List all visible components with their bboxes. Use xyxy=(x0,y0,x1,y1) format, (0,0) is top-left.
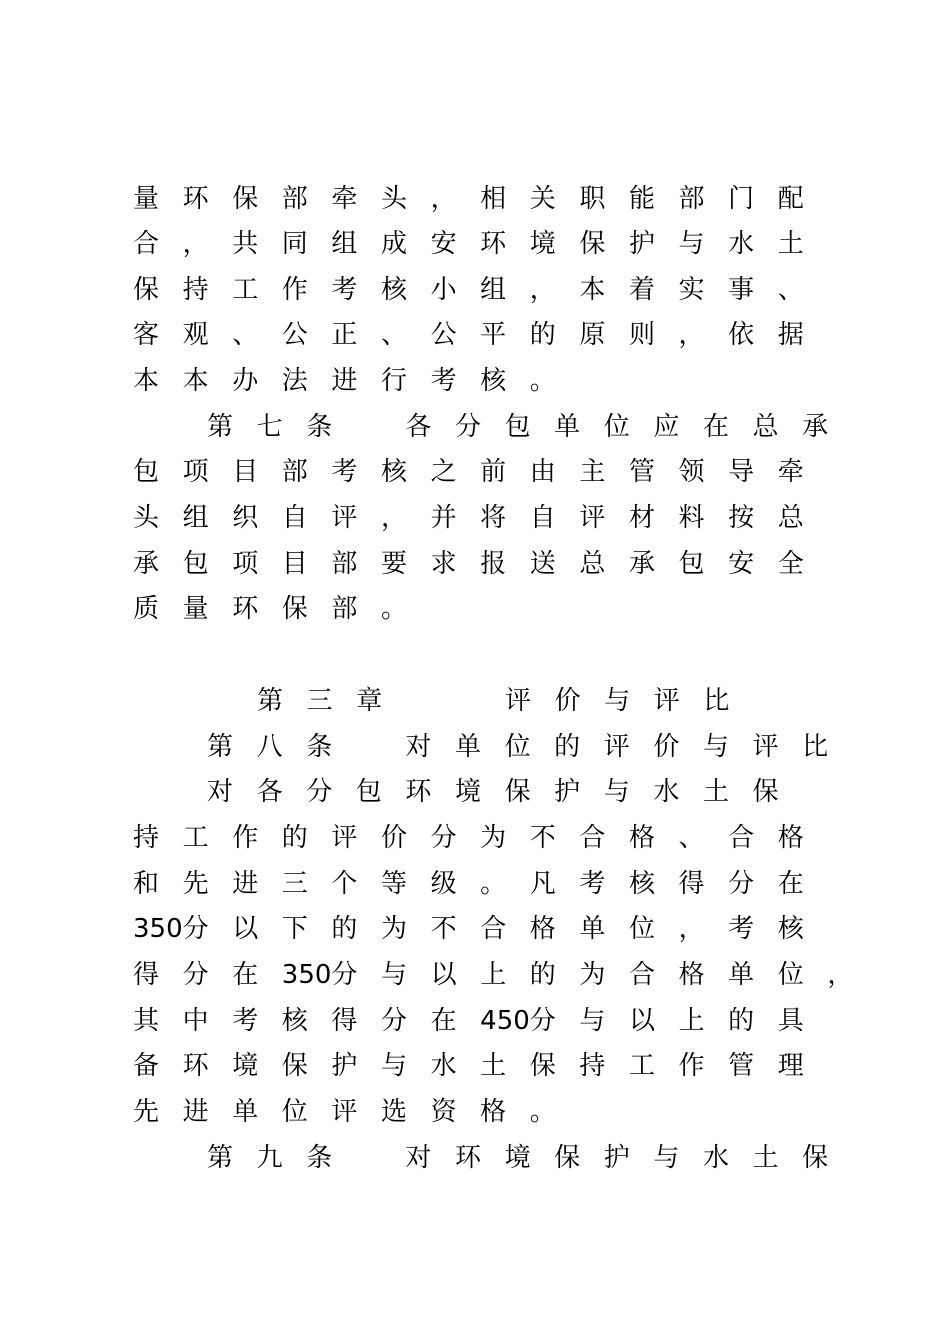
char-cell: 与 xyxy=(604,686,631,716)
text-line-4 xyxy=(133,312,827,358)
char-cell: 在 xyxy=(777,869,804,899)
char-cell: 总 xyxy=(752,412,779,442)
char-cell: 送 xyxy=(529,549,556,579)
char-cell: 能 xyxy=(628,184,655,214)
char-cell: 保 xyxy=(554,1143,581,1173)
char-cell: 求 xyxy=(430,549,457,579)
char-cell: 与 xyxy=(380,1051,407,1081)
char-cell: 在 xyxy=(232,960,259,990)
char-cell: 包 xyxy=(355,777,382,807)
char-cell: 保 xyxy=(752,777,779,807)
article-8-heading-line xyxy=(207,724,852,770)
char-cell: 保 xyxy=(281,594,308,624)
char-cell: 包 xyxy=(182,549,209,579)
char-cell: 进 xyxy=(331,366,358,396)
char-cell: 保 xyxy=(802,1143,829,1173)
char-cell xyxy=(356,724,406,770)
char-cell: 先 xyxy=(133,1097,160,1127)
char-cell: 。 xyxy=(529,1097,556,1127)
char-cell: 护 xyxy=(554,777,581,807)
char-cell: 土 xyxy=(702,777,729,807)
char-cell: 包 xyxy=(504,412,531,442)
char-cell: 前 xyxy=(480,457,507,487)
char-cell: 据 xyxy=(777,320,804,350)
char-cell: 条 xyxy=(306,1143,333,1173)
text-line-8 xyxy=(133,495,827,541)
char-cell: 牵 xyxy=(777,457,804,487)
char-cell: ， xyxy=(678,914,705,944)
char-cell: 考 xyxy=(430,366,457,396)
char-cell: 目 xyxy=(232,457,259,487)
char-cell: 法 xyxy=(281,366,308,396)
char-cell: 承 xyxy=(628,549,655,579)
char-cell: 三 xyxy=(306,686,333,716)
char-cell: 包 xyxy=(678,549,705,579)
text-line-10 xyxy=(133,586,431,632)
char-cell: 对 xyxy=(405,1143,432,1173)
char-cell: 环 xyxy=(454,1143,481,1173)
article-7-heading-line xyxy=(207,404,852,450)
char-cell: 水 xyxy=(702,1143,729,1173)
char-cell: 承 xyxy=(133,549,160,579)
char-cell: 条 xyxy=(306,412,333,442)
char-cell: 织 xyxy=(232,503,259,533)
char-cell: 格 xyxy=(480,1097,507,1127)
char-cell: 将 xyxy=(480,503,507,533)
char-cell: 评 xyxy=(603,732,630,762)
char-cell: 境 xyxy=(529,229,556,259)
char-cell: 环 xyxy=(232,594,259,624)
char-cell: 导 xyxy=(728,457,755,487)
char-cell: 其 xyxy=(133,1006,160,1036)
char-cell: 工 xyxy=(628,1051,655,1081)
char-cell: 的 xyxy=(529,960,556,990)
char-cell: ， xyxy=(380,503,407,533)
char-cell: 环 xyxy=(480,229,507,259)
char-cell: 组 xyxy=(331,229,358,259)
char-cell: ， xyxy=(430,184,457,214)
char-cell: 关 xyxy=(529,184,556,214)
char-cell: 作 xyxy=(281,275,308,305)
char-cell: 和 xyxy=(133,869,160,899)
char-cell: 格 xyxy=(777,823,804,853)
char-cell: 分 xyxy=(380,1006,407,1036)
char-cell: 分 xyxy=(182,914,209,944)
char-cell: 位 xyxy=(504,732,531,762)
char-cell: 与 xyxy=(653,1143,680,1173)
char-cell: 保 xyxy=(529,1051,556,1081)
char-cell: 观 xyxy=(182,320,209,350)
char-cell: ， xyxy=(678,320,705,350)
char-cell: 考 xyxy=(232,1006,259,1036)
char-cell: 单 xyxy=(554,412,581,442)
char-cell: 评 xyxy=(331,1097,358,1127)
char-cell: 分 xyxy=(529,1006,556,1036)
char-cell: 下 xyxy=(281,914,308,944)
char-cell: 总 xyxy=(579,549,606,579)
char-cell: 章 xyxy=(356,686,383,716)
char-cell: 、 xyxy=(232,320,259,350)
char-cell: 行 xyxy=(380,366,407,396)
char-cell: 比 xyxy=(703,686,730,716)
char-cell: 事 xyxy=(728,275,755,305)
char-cell: 保 xyxy=(232,184,259,214)
char-cell: 组 xyxy=(182,503,209,533)
char-cell: 进 xyxy=(182,1097,209,1127)
char-cell: 位 xyxy=(281,1097,308,1127)
char-cell: 分 xyxy=(430,823,457,853)
char-cell: 总 xyxy=(777,503,804,533)
char-cell: 位 xyxy=(777,960,804,990)
char-cell: 护 xyxy=(603,1143,630,1173)
char-cell: 成 xyxy=(380,229,407,259)
char-cell: 合 xyxy=(728,823,755,853)
char-cell: 先 xyxy=(182,869,209,899)
char-cell: 级 xyxy=(430,869,457,899)
char-cell: 格 xyxy=(529,914,556,944)
char-cell xyxy=(406,678,456,724)
char-cell: 。 xyxy=(480,869,507,899)
char-cell: 为 xyxy=(480,823,507,853)
char-cell: 土 xyxy=(480,1051,507,1081)
char-cell: 格 xyxy=(678,960,705,990)
char-cell: 上 xyxy=(678,1006,705,1036)
char-cell: 的 xyxy=(728,1006,755,1036)
char-cell: 保 xyxy=(504,777,531,807)
char-cell: 评 xyxy=(331,823,358,853)
char-cell: 分 xyxy=(728,869,755,899)
char-cell: 条 xyxy=(306,732,333,762)
char-cell: 核 xyxy=(480,366,507,396)
char-cell: 料 xyxy=(678,503,705,533)
char-cell: 头 xyxy=(133,503,160,533)
char-cell: 环 xyxy=(182,1051,209,1081)
char-cell: 合 xyxy=(628,960,655,990)
char-cell: 。 xyxy=(380,594,407,624)
char-cell: 评 xyxy=(504,686,531,716)
char-cell: 考 xyxy=(331,457,358,487)
char-cell: 正 xyxy=(331,320,358,350)
char-cell: 中 xyxy=(182,1006,209,1036)
article-9-heading-line xyxy=(207,1135,852,1181)
char-cell: 实 xyxy=(678,275,705,305)
char-cell: 为 xyxy=(381,914,408,944)
number-text: 350 xyxy=(281,960,332,990)
char-cell: 管 xyxy=(628,457,655,487)
char-cell: 境 xyxy=(504,1143,531,1173)
char-cell: 的 xyxy=(281,823,308,853)
char-cell: 境 xyxy=(232,1051,259,1081)
char-cell: 门 xyxy=(728,184,755,214)
char-cell: 核 xyxy=(281,1006,308,1036)
text-line-14 xyxy=(133,815,827,861)
char-cell: 要 xyxy=(380,549,407,579)
char-cell: 质 xyxy=(133,594,160,624)
char-cell: 单 xyxy=(454,732,481,762)
char-cell: 之 xyxy=(430,457,457,487)
char-cell: 备 xyxy=(133,1051,160,1081)
char-cell: 得 xyxy=(133,960,160,990)
char-cell: 对 xyxy=(405,732,432,762)
char-cell: 材 xyxy=(628,503,655,533)
char-cell: 进 xyxy=(232,869,259,899)
char-cell xyxy=(455,678,505,724)
char-cell: 以 xyxy=(430,960,457,990)
char-cell: 七 xyxy=(256,412,283,442)
char-cell: 得 xyxy=(331,1006,358,1036)
char-cell: 以 xyxy=(232,914,259,944)
char-cell: 考 xyxy=(728,914,755,944)
char-cell: 位 xyxy=(628,914,655,944)
char-cell: 与 xyxy=(579,1006,606,1036)
char-cell: 不 xyxy=(430,914,457,944)
char-cell: 合 xyxy=(133,229,160,259)
char-cell: 各 xyxy=(256,777,283,807)
char-cell: 依 xyxy=(728,320,755,350)
char-cell: 共 xyxy=(232,229,259,259)
char-cell: 三 xyxy=(281,869,308,899)
text-line-15 xyxy=(133,861,827,907)
char-cell: 部 xyxy=(281,457,308,487)
text-line-9 xyxy=(133,541,827,587)
char-cell: 以 xyxy=(628,1006,655,1036)
char-cell: 部 xyxy=(331,549,358,579)
text-line-18 xyxy=(133,998,827,1044)
char-cell: 组 xyxy=(480,275,507,305)
char-cell: 核 xyxy=(628,869,655,899)
number-text: 450 xyxy=(480,1006,530,1036)
char-cell: 持 xyxy=(182,275,209,305)
char-cell: 着 xyxy=(628,275,655,305)
char-cell: 第 xyxy=(257,686,284,716)
char-cell: 得 xyxy=(678,869,705,899)
char-cell: 九 xyxy=(256,1143,283,1173)
char-cell: 第 xyxy=(207,732,234,762)
char-cell: 与 xyxy=(702,732,729,762)
number-text: 350 xyxy=(133,914,183,944)
char-cell: 理 xyxy=(777,1051,804,1081)
char-cell: 分 xyxy=(454,412,481,442)
char-cell: 主 xyxy=(579,457,606,487)
char-cell: 评 xyxy=(331,503,358,533)
char-cell: 领 xyxy=(678,457,705,487)
char-cell: 目 xyxy=(281,549,308,579)
char-cell: 客 xyxy=(133,320,160,350)
char-cell: 配 xyxy=(777,184,804,214)
char-cell: ， xyxy=(827,960,854,990)
char-cell: 各 xyxy=(405,412,432,442)
char-cell: 则 xyxy=(628,320,655,350)
char-cell: 对 xyxy=(207,777,234,807)
char-cell: 位 xyxy=(603,412,630,442)
char-cell: 土 xyxy=(777,229,804,259)
char-cell: 个 xyxy=(331,869,358,899)
char-cell: ， xyxy=(182,229,209,259)
char-cell: 等 xyxy=(380,869,407,899)
char-cell: 持 xyxy=(133,823,160,853)
char-cell: 评 xyxy=(653,686,680,716)
char-cell: 。 xyxy=(529,366,556,396)
char-cell: 、 xyxy=(678,823,705,853)
char-cell: 原 xyxy=(579,320,606,350)
text-line-17 xyxy=(133,952,877,998)
char-cell: 价 xyxy=(380,823,407,853)
char-cell xyxy=(356,404,406,450)
char-cell: 承 xyxy=(802,412,829,442)
char-cell: 按 xyxy=(728,503,755,533)
char-cell: 环 xyxy=(182,184,209,214)
char-cell: 评 xyxy=(579,503,606,533)
char-cell: 作 xyxy=(232,823,259,853)
char-cell: 部 xyxy=(678,184,705,214)
char-cell xyxy=(356,1135,406,1181)
char-cell: 管 xyxy=(728,1051,755,1081)
char-cell: 包 xyxy=(133,457,160,487)
char-cell: 、 xyxy=(777,275,804,305)
char-cell: 小 xyxy=(430,275,457,305)
char-cell: 保 xyxy=(281,1051,308,1081)
char-cell: 单 xyxy=(232,1097,259,1127)
char-cell: 不 xyxy=(529,823,556,853)
text-line-2 xyxy=(133,221,827,267)
char-cell: 合 xyxy=(480,914,507,944)
char-cell: 单 xyxy=(728,960,755,990)
char-cell: 应 xyxy=(653,412,680,442)
char-cell: 在 xyxy=(430,1006,457,1036)
char-cell: 头 xyxy=(380,184,407,214)
char-cell: 评 xyxy=(752,732,779,762)
text-line-3 xyxy=(133,267,827,313)
char-cell: 保 xyxy=(133,275,160,305)
text-line-7 xyxy=(133,449,827,495)
char-cell: 持 xyxy=(579,1051,606,1081)
char-cell: 水 xyxy=(653,777,680,807)
char-cell: 核 xyxy=(380,457,407,487)
char-cell: 作 xyxy=(678,1051,705,1081)
char-cell: 报 xyxy=(480,549,507,579)
text-line-19 xyxy=(133,1043,827,1089)
char-cell: 部 xyxy=(331,594,358,624)
char-cell: 量 xyxy=(133,184,160,214)
text-line-20 xyxy=(133,1089,579,1135)
char-cell: 本 xyxy=(579,275,606,305)
char-cell: 与 xyxy=(603,777,630,807)
char-cell: 本 xyxy=(182,366,209,396)
char-cell: 单 xyxy=(579,914,606,944)
char-cell: 安 xyxy=(430,229,457,259)
char-cell: 牵 xyxy=(331,184,358,214)
char-cell: 为 xyxy=(579,960,606,990)
char-cell: 合 xyxy=(579,823,606,853)
char-cell: 资 xyxy=(430,1097,457,1127)
char-cell: 量 xyxy=(182,594,209,624)
char-cell: 价 xyxy=(554,686,581,716)
char-cell: 与 xyxy=(678,229,705,259)
text-line-13 xyxy=(207,769,802,815)
char-cell: 同 xyxy=(281,229,308,259)
char-cell: 格 xyxy=(628,823,655,853)
char-cell: 选 xyxy=(380,1097,407,1127)
char-cell: 第 xyxy=(207,1143,234,1173)
char-cell: 上 xyxy=(480,960,507,990)
char-cell: 自 xyxy=(529,503,556,533)
char-cell: 项 xyxy=(232,549,259,579)
char-cell: 比 xyxy=(802,732,829,762)
char-cell: 与 xyxy=(381,960,408,990)
char-cell: 护 xyxy=(628,229,655,259)
char-cell: 项 xyxy=(182,457,209,487)
char-cell: ， xyxy=(529,275,556,305)
char-cell: 分 xyxy=(306,777,333,807)
char-cell: 核 xyxy=(777,914,804,944)
text-line-1 xyxy=(133,176,827,222)
char-cell: 核 xyxy=(380,275,407,305)
char-cell: 环 xyxy=(405,777,432,807)
char-cell: 自 xyxy=(281,503,308,533)
text-line-16 xyxy=(133,906,827,952)
char-cell: 具 xyxy=(777,1006,804,1036)
char-cell: 凡 xyxy=(529,869,556,899)
char-cell: 保 xyxy=(579,229,606,259)
char-cell: 职 xyxy=(579,184,606,214)
char-cell: 公 xyxy=(430,320,457,350)
char-cell: 的 xyxy=(554,732,581,762)
char-cell: 并 xyxy=(430,503,457,533)
char-cell: 安 xyxy=(728,549,755,579)
char-cell: 价 xyxy=(653,732,680,762)
char-cell: 分 xyxy=(182,960,209,990)
char-cell: 护 xyxy=(331,1051,358,1081)
char-cell: 的 xyxy=(331,914,358,944)
char-cell: 考 xyxy=(579,869,606,899)
char-cell: 在 xyxy=(702,412,729,442)
char-cell: 境 xyxy=(454,777,481,807)
text-line-5 xyxy=(133,358,579,404)
char-cell: 土 xyxy=(752,1143,779,1173)
char-cell: 第 xyxy=(207,412,234,442)
char-cell: 分 xyxy=(331,960,358,990)
char-cell: 由 xyxy=(529,457,556,487)
char-cell: 全 xyxy=(777,549,804,579)
char-cell: 的 xyxy=(529,320,556,350)
char-cell: 水 xyxy=(430,1051,457,1081)
chapter-3-title xyxy=(257,678,753,724)
char-cell: 水 xyxy=(728,229,755,259)
char-cell: 工 xyxy=(232,275,259,305)
char-cell: 考 xyxy=(331,275,358,305)
char-cell: 本 xyxy=(133,366,160,396)
char-cell: 办 xyxy=(232,366,259,396)
char-cell: 八 xyxy=(256,732,283,762)
char-cell: 部 xyxy=(281,184,308,214)
char-cell: 工 xyxy=(182,823,209,853)
char-cell: 相 xyxy=(480,184,507,214)
char-cell: 公 xyxy=(281,320,308,350)
char-cell: 、 xyxy=(380,320,407,350)
char-cell: 平 xyxy=(480,320,507,350)
